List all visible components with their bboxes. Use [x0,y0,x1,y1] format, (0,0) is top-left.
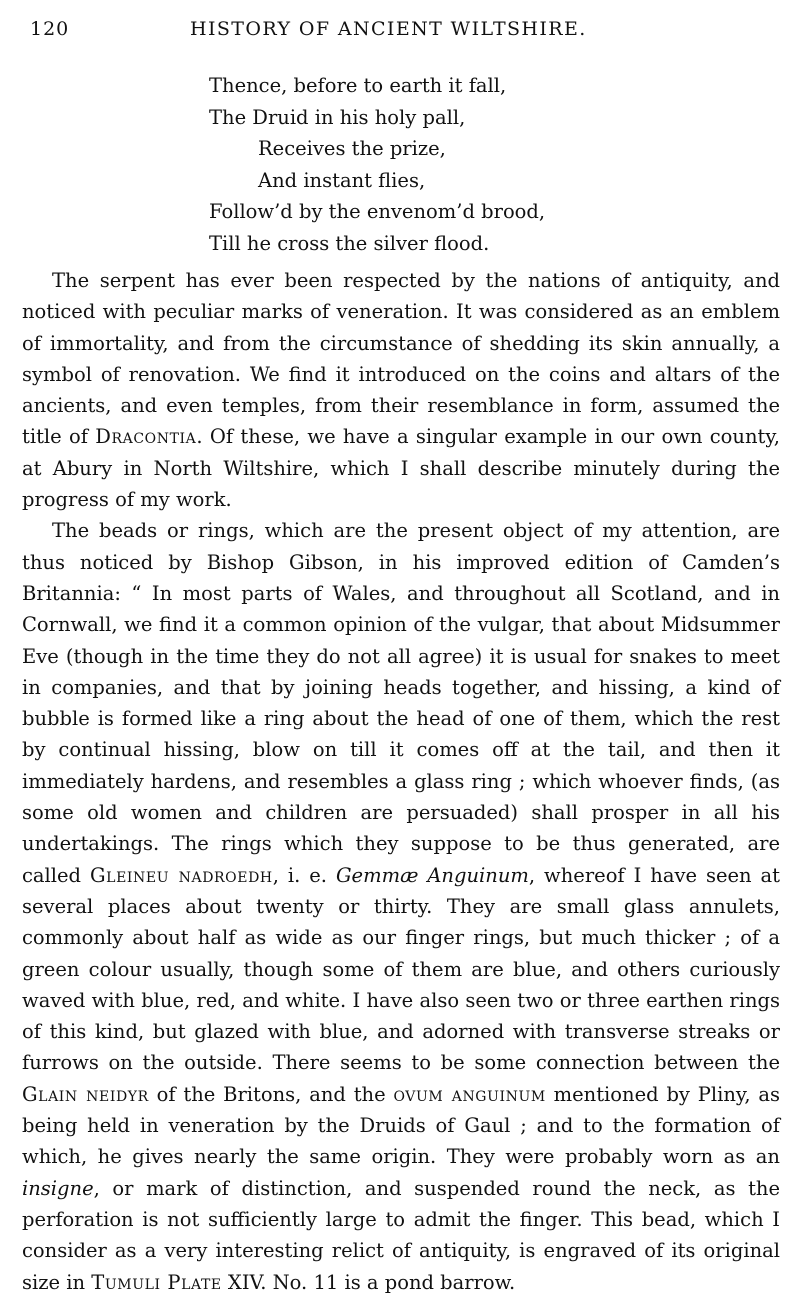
text-run: The serpent has ever been respected by the nations of antiquity, and noticed with peculiar marks of veneration. It was considered as an emblem of immortality, and from the circumstance of shedding its skin annually, a symbol of renovation. We find it introduced on the coins and altars of the ancients, and even temples, from their resemblance in form, assumed the title of [22,269,780,449]
verse-line: And instant flies, [258,168,426,192]
text-run: , or mark of distinction, and suspended round the neck, as the perforation is not sufficiently large to admit the finger. This bead, which I consider as a very interesting relict of antiquity, is engraved of its original size in [22,1176,780,1294]
text-run: , whereof I have seen at several places about twenty or thirty. They are small glass annulets, commonly about half as wide as our finger rings, but much thicker ; of a green colour usually, though some of them are blue, and others curiously waved with blue, red, and white. I have also seen two or three earthen rings of this kind, but glazed with blue, and adorned with transverse streaks or furrows on the outside. There seems to be some connection between the [22,863,781,1075]
text-run: of the Britons, and the [148,1082,394,1106]
small-caps-term: Glain neidyr [22,1082,149,1106]
paragraph-beads [22,515,780,1297]
verse-line: Receives the prize, [258,137,446,160]
verse-line: Thence, before to earth it fall, [209,74,507,97]
text-run: , i. e. [272,863,336,887]
small-caps-term: Dracontia [95,425,197,449]
verse-line: The Druid in his holy pall, [209,105,466,129]
paragraph-serpent [22,265,780,515]
text-run: XIV. No. 11 is a pond barrow. [221,1270,516,1294]
running-title: HISTORY OF ANCIENT WILTSHIRE. [190,18,587,40]
text-run: The beads or rings, which are the present object of my attention, are thus noticed by Bishop Gibson, in his improved edition of Camden’s Britannia: “ In most parts of Wales, and throughout all Scotland, and in Cornwall, we find it a common opinion of the vulgar, that about Midsummer Eve (though in the time they do not all agree) it is usual for snakes to meet in companies, and that by joining heads together, and hissing, a kind of bubble is formed like a ring about the head of one of them, which the rest by continual hissing, blow on till it comes off at the tail, and then it immediately hardens, and resembles a glass ring ; which whoever finds, (as some old women and children are persuaded) shall prosper in all his undertakings. The rings which they suppose to be thus generated, are called [22,519,780,887]
verse-block [209,70,780,259]
italic-term: insigne [22,1176,94,1200]
small-caps-term: Gleineu nadroedh [90,863,273,887]
small-caps-term: ovum anguinum [393,1082,546,1106]
verse-line: Follow’d by the envenom’d brood, [209,200,546,223]
book-page [22,16,780,1298]
text-run: . Of these, we have a singular example in our own county, at Abury in North Wiltshire, which I shall describe minutely during the progress of my work. [22,425,781,512]
text-run: mentioned by Pliny, as being held in veneration by the Druids of Gaul ; and to the formation of which, he gives nearly the same origin. They were probably worn as an [22,1082,780,1169]
italic-term: Gemmæ Anguinum [335,863,529,887]
body-text [22,265,780,1298]
verse-line: Till he cross the silver flood. [209,231,490,255]
running-header [22,16,780,52]
small-caps-term: Tumuli Plate [91,1270,222,1294]
page-number: 120 [30,18,70,40]
